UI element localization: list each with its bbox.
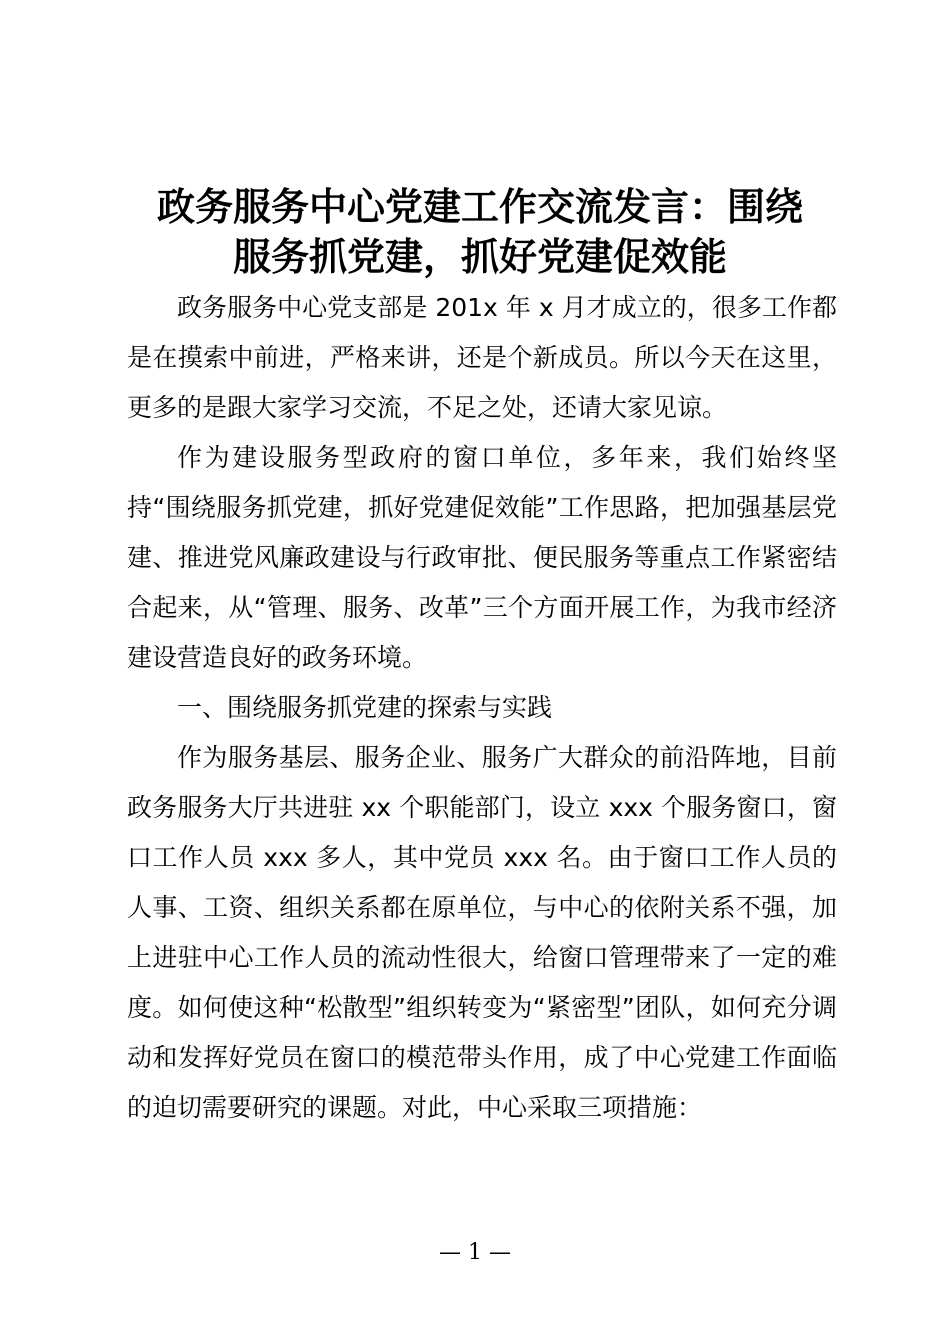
document-body [127, 283, 837, 1133]
paragraph-approach: 作为建设服务型政府的窗口单位，多年来，我们始终坚持“围绕服务抓党建，抓好党建促效能”工作思路，把加强基层党建、推进党风廉政建设与行政审批、便民服务等重点工作紧密结合起来，从“管理、服务、改革”三个方面开展工作，为我市经济建设营造良好的政务环境。 [127, 443, 837, 672]
paragraph-intro: 政务服务中心党支部是 201x 年 x 月才成立的，很多工作都是在摸索中前进，严格来讲，还是个新成员。所以今天在这里，更多的是跟大家学习交流，不足之处，还请大家见谅。 [127, 293, 837, 422]
paragraph-practice: 作为服务基层、服务企业、服务广大群众的前沿阵地，目前政务服务大厅共进驻 xx 个职能部门，设立 xxx 个服务窗口，窗口工作人员 xxx 多人，其中党员 xxx 名。由于窗口工作人员的人事、工资、组织关系都在原单位，与中心的依附关系不强，加上进驻中心工作人员的流动性很大，给窗口管理带来了一定的难度。如何使这种“松散型”组织转变为“紧密型”团队，如何充分调动和发挥好党员在窗口的模范带头作用，成了中心党建工作面临的迫切需要研究的课题。对此，中心采取三项措施： [127, 743, 837, 1122]
title-line-2: 服务抓党建，抓好党建促效能 [232, 234, 727, 279]
section-heading: 一、围绕服务抓党建的探索与实践 [177, 693, 553, 722]
document-title [100, 182, 860, 282]
title-line-1: 政务服务中心党建工作交流发言：围绕 [156, 184, 803, 229]
page-number: — 1 — [439, 1240, 511, 1265]
